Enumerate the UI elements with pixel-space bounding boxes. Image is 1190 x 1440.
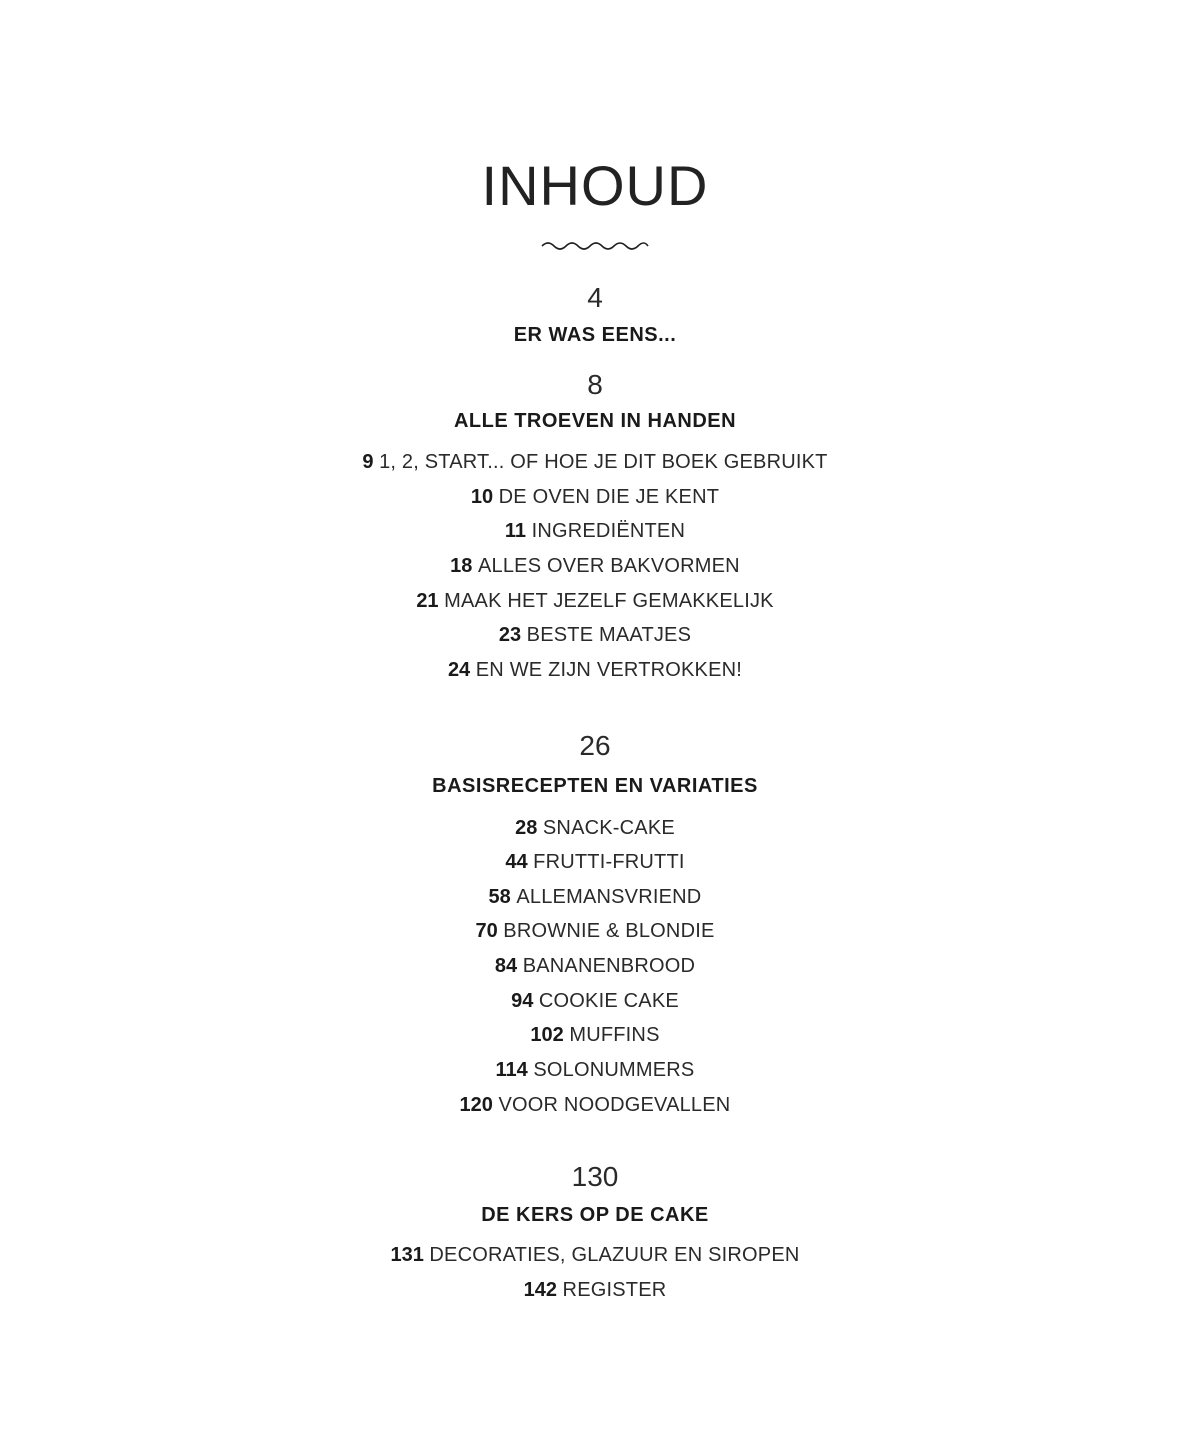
wave-ornament-icon bbox=[540, 238, 650, 252]
toc-entry[interactable] bbox=[0, 1022, 1190, 1048]
toc-entry[interactable] bbox=[0, 622, 1190, 648]
entry-label: REGISTER bbox=[562, 1279, 667, 1301]
entry-label: DE OVEN DIE JE KENT bbox=[498, 486, 720, 508]
entry-page-number: 9 bbox=[362, 451, 374, 473]
entry-page-number: 114 bbox=[495, 1059, 528, 1081]
entry-label: BESTE MAATJES bbox=[526, 624, 692, 646]
entry-page-number: 44 bbox=[505, 851, 528, 873]
entry-page-number: 24 bbox=[447, 659, 471, 681]
entry-label: VOOR NOODGEVALLEN bbox=[498, 1094, 731, 1116]
toc-entry[interactable] bbox=[0, 484, 1190, 510]
entry-page-number: 18 bbox=[450, 555, 473, 577]
entry-label: EN WE ZIJN VERTROKKEN! bbox=[475, 659, 743, 681]
section-number: 8 bbox=[587, 369, 603, 400]
entry-label: SOLONUMMERS bbox=[533, 1059, 695, 1081]
toc-entry[interactable] bbox=[0, 518, 1190, 544]
entry-label: 1, 2, START... OF HOE JE DIT BOEK GEBRUIKT bbox=[379, 451, 828, 473]
toc-entry[interactable] bbox=[0, 1092, 1190, 1118]
entry-label: BANANENBROOD bbox=[522, 955, 696, 977]
section-title[interactable]: DE KERS OP DE CAKE bbox=[481, 1204, 709, 1226]
toc-entry[interactable] bbox=[0, 849, 1190, 875]
entry-page-number: 10 bbox=[470, 486, 494, 508]
entry-label: SNACK-CAKE bbox=[542, 817, 675, 839]
entry-label: MAAK HET JEZELF GEMAKKELIJK bbox=[444, 590, 774, 612]
toc-entry[interactable] bbox=[0, 988, 1190, 1014]
toc-entry[interactable] bbox=[0, 1057, 1190, 1083]
entry-page-number: 131 bbox=[390, 1244, 424, 1266]
entry-page-number: 70 bbox=[475, 920, 498, 942]
section-number: 4 bbox=[587, 282, 603, 313]
toc-entry[interactable] bbox=[0, 1277, 1190, 1303]
entry-page-number: 21 bbox=[416, 590, 439, 612]
entry-page-number: 11 bbox=[504, 520, 527, 542]
entry-page-number: 142 bbox=[523, 1279, 557, 1301]
section-number: 26 bbox=[579, 730, 611, 761]
entry-page-number: 58 bbox=[488, 886, 511, 908]
toc-entry[interactable] bbox=[0, 1242, 1190, 1268]
entry-page-number: 28 bbox=[515, 817, 538, 839]
section-number: 130 bbox=[571, 1161, 619, 1192]
section-title[interactable]: BASISRECEPTEN EN VARIATIES bbox=[432, 775, 758, 797]
toc-entry[interactable] bbox=[0, 588, 1190, 614]
toc-entry[interactable] bbox=[0, 449, 1190, 475]
toc-entry[interactable] bbox=[0, 815, 1190, 841]
entry-label: BROWNIE & BLONDIE bbox=[503, 920, 715, 942]
toc-entry[interactable] bbox=[0, 553, 1190, 579]
entry-label: INGREDIËNTEN bbox=[531, 520, 686, 542]
section-title[interactable]: ER WAS EENS... bbox=[513, 324, 677, 346]
entry-page-number: 94 bbox=[511, 990, 534, 1012]
entry-page-number: 120 bbox=[459, 1094, 493, 1116]
entry-label: DECORATIES, GLAZUUR EN SIROPEN bbox=[429, 1244, 800, 1266]
page-title: INHOUD bbox=[481, 154, 709, 217]
entry-label: MUFFINS bbox=[569, 1024, 660, 1046]
toc-entry[interactable] bbox=[0, 918, 1190, 944]
toc-entry[interactable] bbox=[0, 884, 1190, 910]
entry-page-number: 84 bbox=[494, 955, 518, 977]
entry-page-number: 23 bbox=[498, 624, 522, 646]
toc-entry[interactable] bbox=[0, 657, 1190, 683]
toc-entry[interactable] bbox=[0, 953, 1190, 979]
section-title[interactable]: ALLE TROEVEN IN HANDEN bbox=[453, 410, 737, 432]
entry-page-number: 102 bbox=[530, 1024, 564, 1046]
entry-label: ALLEMANSVRIEND bbox=[516, 886, 702, 908]
entry-label: FRUTTI-FRUTTI bbox=[533, 851, 685, 873]
entry-label: COOKIE CAKE bbox=[538, 990, 679, 1012]
entry-label: ALLES OVER BAKVORMEN bbox=[477, 555, 740, 577]
